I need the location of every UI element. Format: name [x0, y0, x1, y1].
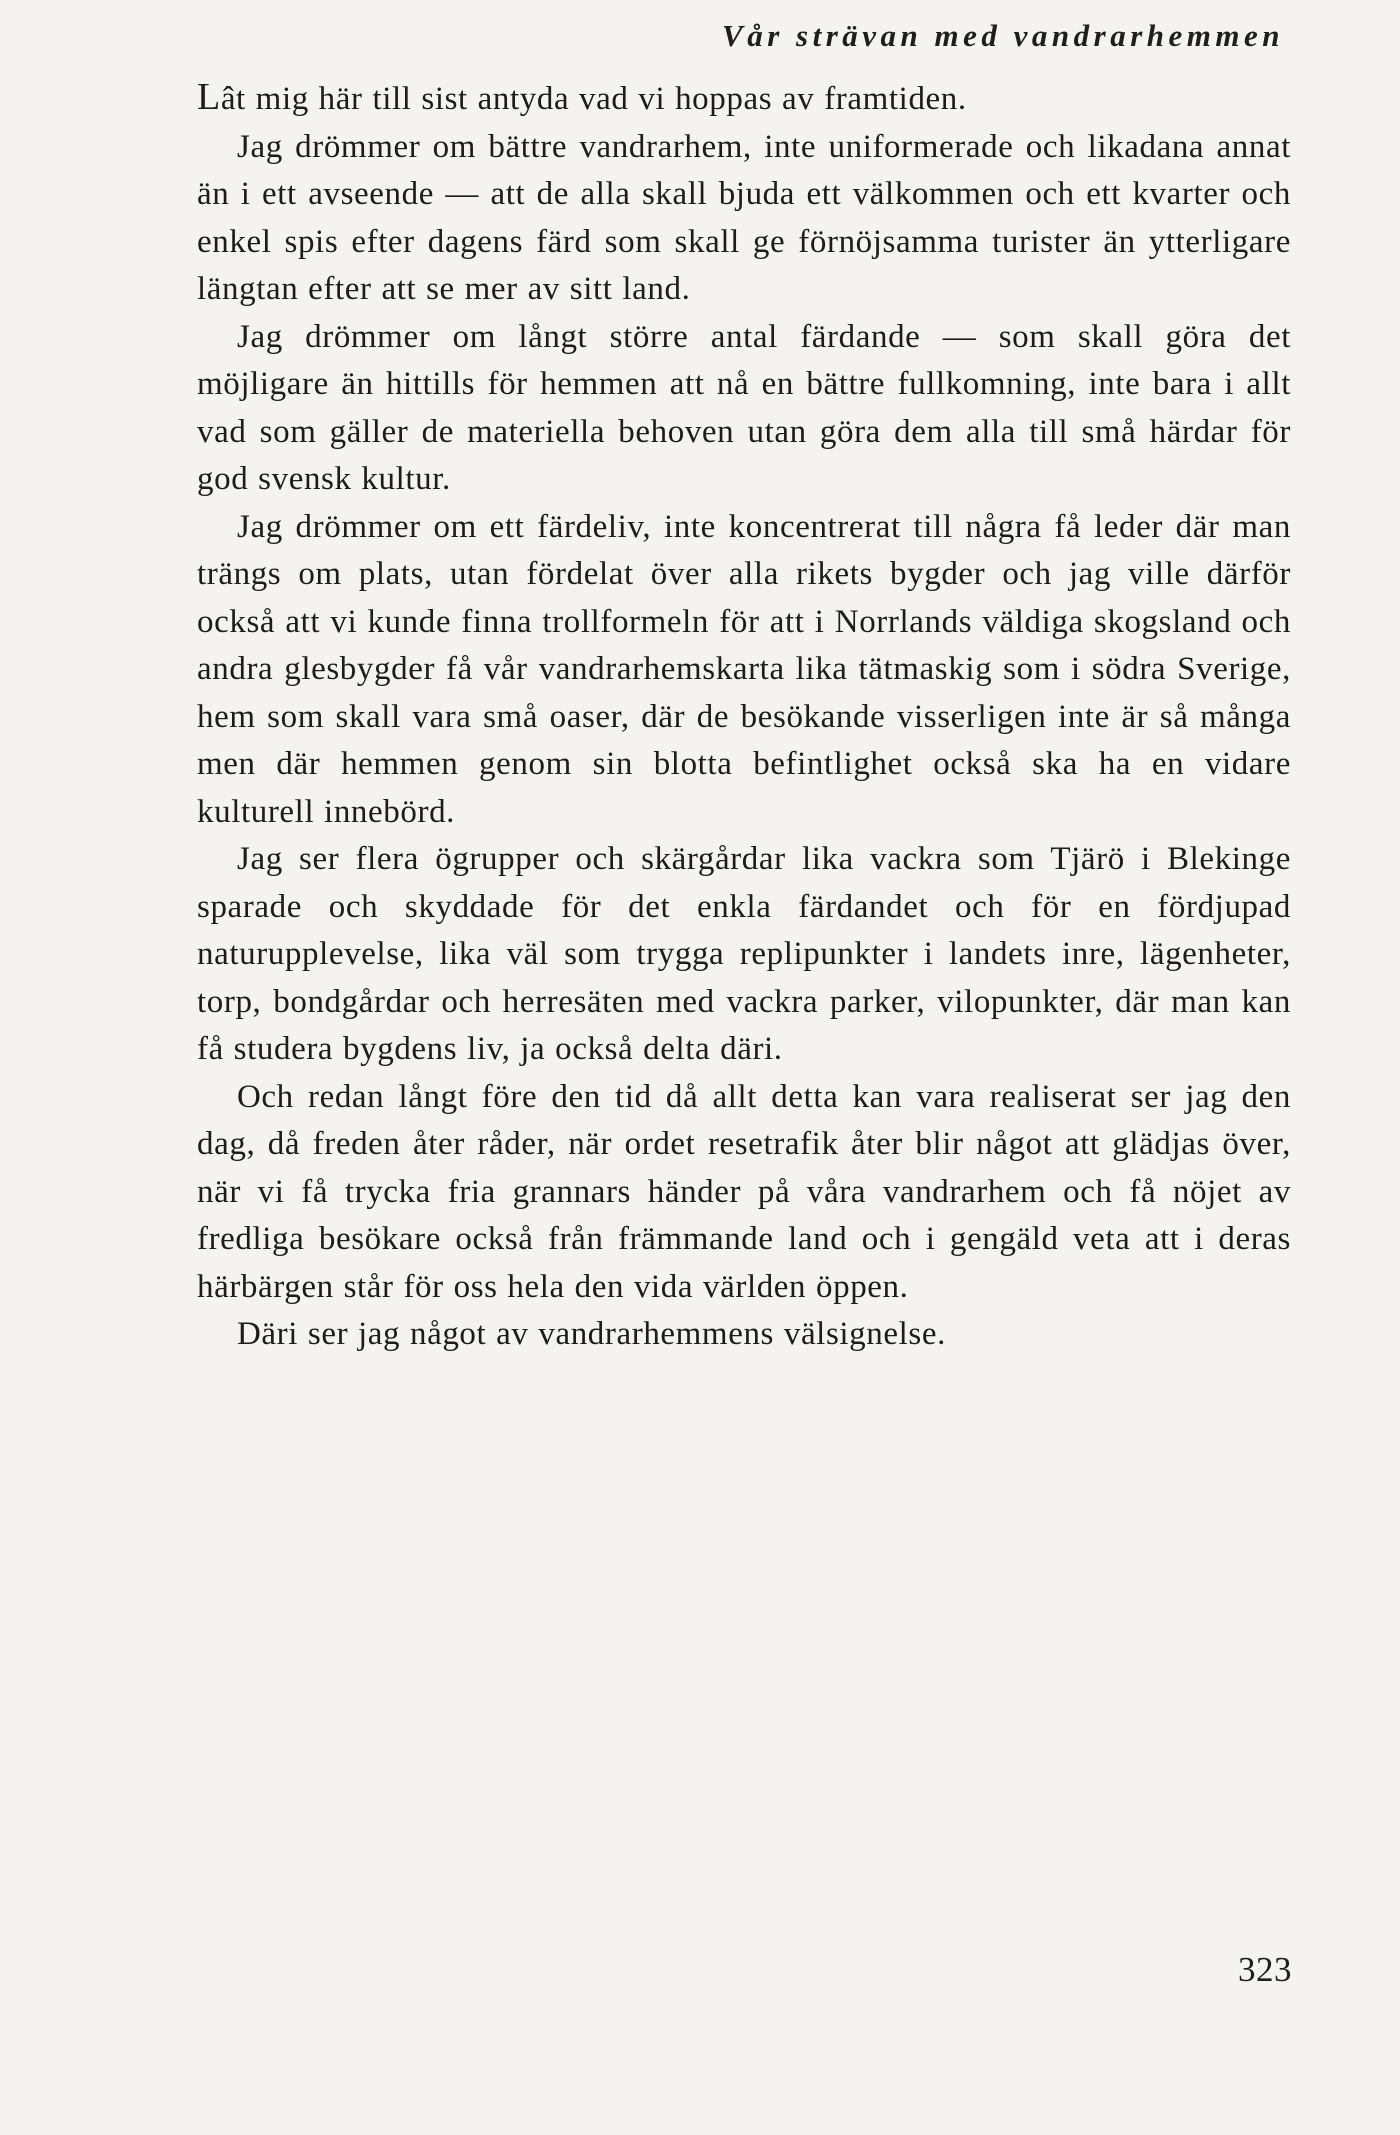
paragraph-5: Jag ser flera ögrupper och skärgårdar lika vackra som Tjärö i Blekinge sparade och skyddade för det enkla färdandet och för en fördjupad naturupplevelse, lika väl som trygga replipunkter i landets inre, lägenheter, torp, bondgårdar och herresäten med vackra parker, vilopunkter, där man kan få studera bygdens liv, ja också delta däri.	[197, 841, 1291, 1067]
paragraph-6: Och redan långt före den tid då allt detta kan vara realiserat ser jag den dag, då freden åter råder, när ordet resetrafik åter blir något att glädjas över, när vi få trycka fria grannars händer på våra vandrarhem och få nöjet av fredliga besökare också från främmande land och i gengäld veta att i deras härbärgen står för oss hela den vida världen öppen.	[197, 1078, 1291, 1305]
body-text	[197, 74, 1291, 1359]
paragraph-1-text: ât mig här till sist antyda vad vi hoppas av framtiden.	[220, 81, 967, 117]
lead-letter: L	[197, 76, 221, 118]
running-head: Vår strävan med vandrarhemmen	[722, 18, 1284, 53]
page-number: 323	[1238, 1950, 1292, 1989]
paragraph-7: Däri ser jag något av vandrarhemmens välsignelse.	[237, 1316, 946, 1352]
paragraph-4: Jag drömmer om ett färdeliv, inte koncentrerat till några få leder där man trängs om plats, utan fördelat över alla rikets bygder och jag ville därför också att vi kunde finna trollformeln för att i Norrlands väldiga skogsland och andra glesbygder få vår vandrarhemskarta lika tätmaskig som i södra Sverige, hem som skall vara små oaser, där de besökande visserligen inte är så många men där hemmen genom sin blotta befintlighet också ska ha en vidare kulturell innebörd.	[197, 508, 1291, 830]
paragraph-3: Jag drömmer om långt större antal färdande — som skall göra det möjligare än hittills för hemmen att nå en bättre fullkomning, inte bara i allt vad som gäller de materiella behoven utan göra dem alla till små härdar för god svensk kultur.	[197, 318, 1291, 497]
paragraph-1	[197, 74, 1291, 124]
paragraph-2: Jag drömmer om bättre vandrarhem, inte uniformerade och likadana annat än i ett avseende — att de alla skall bjuda ett välkommen och ett kvarter och enkel spis efter dagens färd som skall ge förnöjsamma turister än ytterligare längtan efter att se mer av sitt land.	[197, 128, 1291, 307]
